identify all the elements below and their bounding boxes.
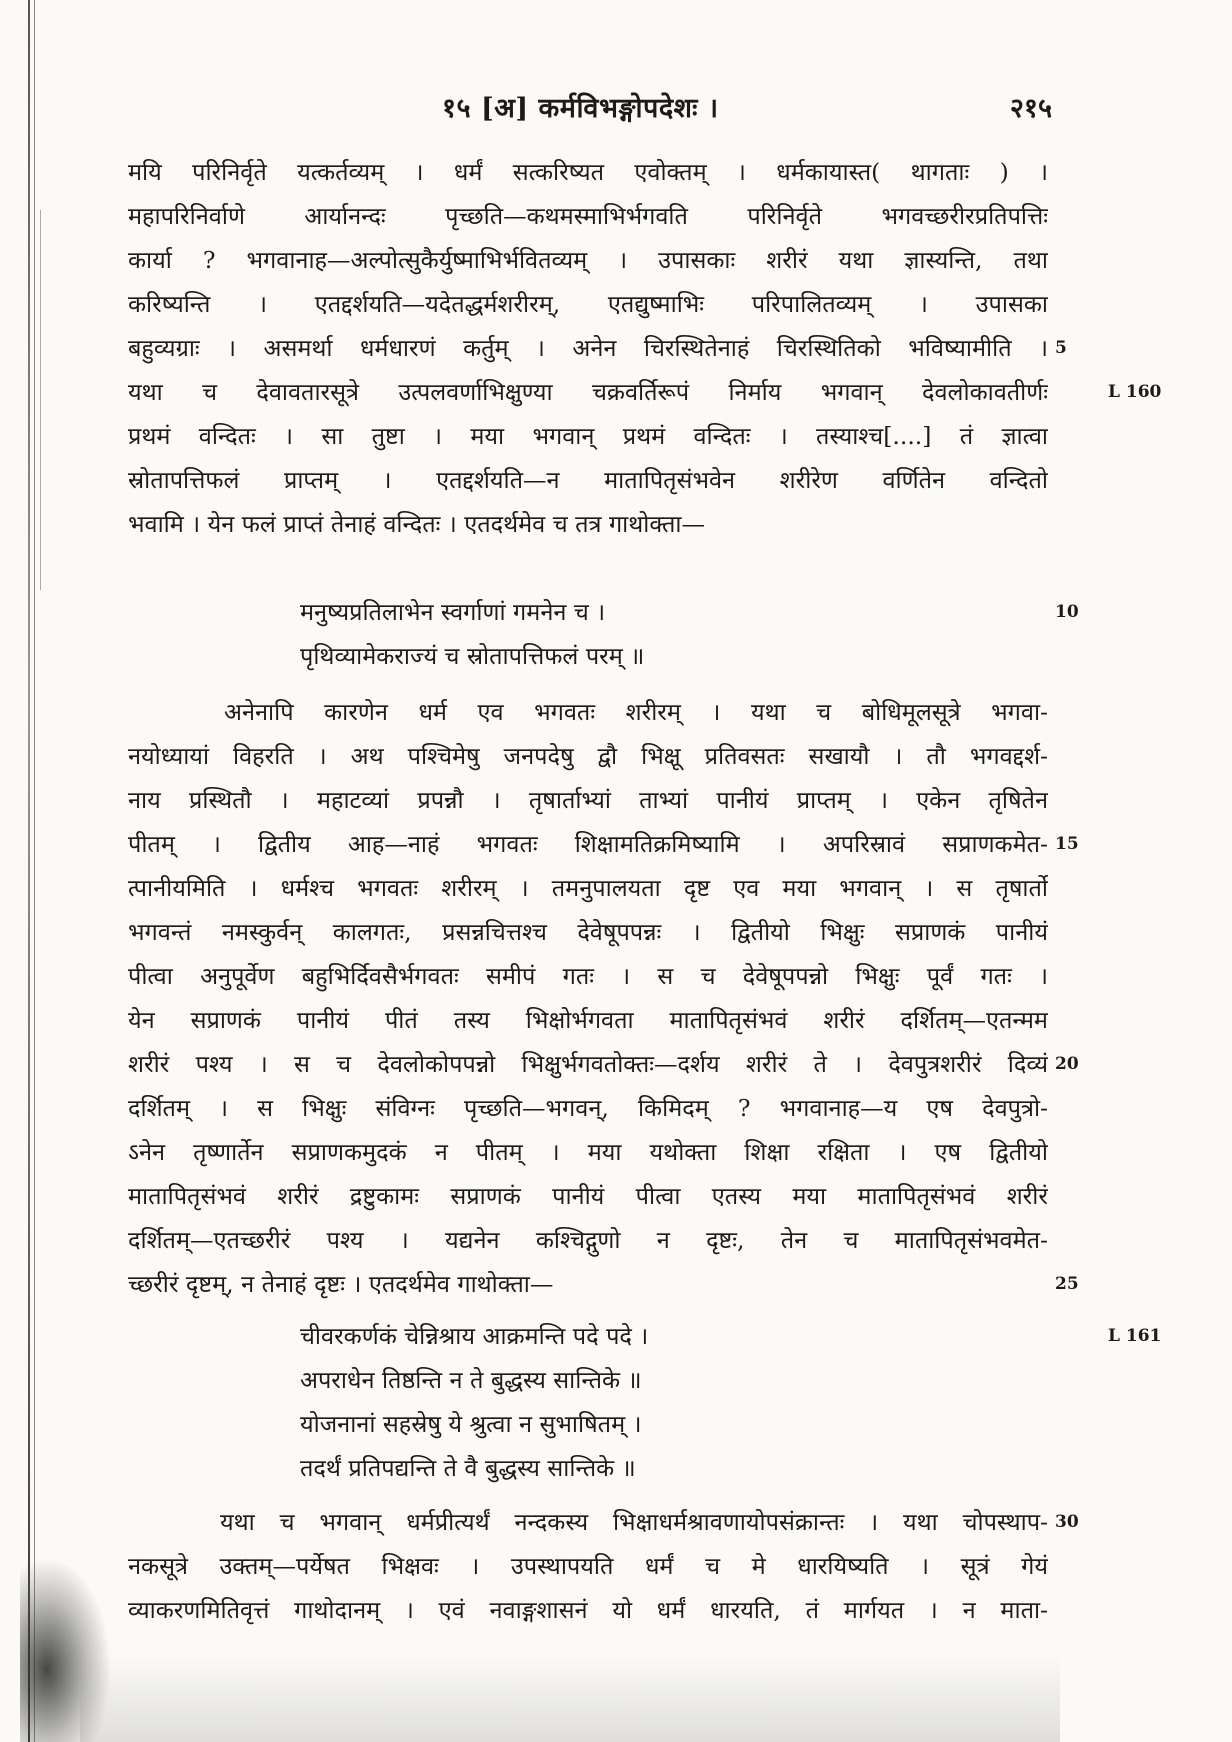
text-line: त्पानीयमिति । धर्मश्च भगवतः शरीरम् । तमनुपालयता दृष्ट एव मया भगवान् । स तृषार्तो [128, 874, 1048, 902]
verse-line: मनुष्यप्रतिलाभेन स्वर्गाणां गमनेन च । [300, 598, 606, 626]
running-title: १५ [अ] कर्मविभङ्गोपदेशः । [442, 93, 719, 124]
verse-line: योजनानां सहस्रेषु ये श्रुत्वा न सुभाषितम् । [300, 1410, 642, 1438]
margin-reference: L 160 [1108, 382, 1162, 402]
scan-binding-edge-inner [34, 0, 35, 1742]
verse-line: अपराधेन तिष्ठन्ति न ते बुद्धस्य सान्तिके ॥ [300, 1366, 642, 1394]
text-line: व्याकरणमितिवृत्तं गाथोदानम् । एवं नवाङ्गशासनं यो धर्मं धारयति, तं मार्गयत । न माता- [128, 1596, 1048, 1624]
line-number: 15 [1055, 834, 1079, 854]
text-line: नयोध्यायां विहरति । अथ पश्चिमेषु जनपदेषु द्वौ भिक्षू प्रतिवसतः सखायौ । तौ भगवद्दर्श- [128, 742, 1048, 770]
scan-binding-edge [28, 0, 30, 1742]
text-line: ऽनेन तृष्णार्तेन सप्राणकमुदकं न पीतम् । मया यथोक्ता शिक्षा रक्षिता । एष द्वितीयो [128, 1138, 1048, 1166]
text-line: करिष्यन्ति । एतद्दर्शयति—यदेतद्धर्मशरीरम्, एतद्युष्माभिः परिपालितव्यम् । उपासका [128, 290, 1048, 318]
text-line: भगवन्तं नमस्कुर्वन् कालगतः, प्रसन्नचित्तश्च देवेषूपपन्नः । द्वितीयो भिक्षुः सप्राणकं पानीयं [128, 918, 1048, 946]
text-line: कार्या ? भगवानाह—अल्पोत्सुकैर्युष्माभिर्भवितव्यम् । उपासकाः शरीरं यथा ज्ञास्यन्ति, तथा [128, 246, 1048, 274]
line-number: 30 [1055, 1512, 1079, 1532]
text-line: मातापितृसंभवं शरीरं द्रष्टुकामः सप्राणकं पानीयं पीत्वा एतस्य मया मातापितृसंभवं शरीरं [128, 1182, 1048, 1210]
margin-reference: L 161 [1108, 1326, 1162, 1346]
text-line: प्रथमं वन्दितः । सा तुष्टा । मया भगवान् प्रथमं वन्दितः । तस्याश्च[....] तं ज्ञात्वा [128, 422, 1048, 450]
text-line: यथा च भगवान् धर्मप्रीत्यर्थं नन्दकस्य भिक्षाधर्मश्रावणायोपसंक्रान्तः । यथा चोपस्थाप- [220, 1508, 1048, 1536]
line-number: 5 [1055, 338, 1067, 358]
page-header [120, 88, 1060, 128]
scan-binding-edge-mark [40, 210, 41, 590]
text-line: मयि परिनिर्वृते यत्कर्तव्यम् । धर्मं सत्करिष्यत एवोक्तम् । धर्मकायास्त( थागताः ) । [128, 158, 1048, 186]
verse-line: चीवरकर्णकं चेन्निश्राय आक्रमन्ति पदे पदे । [300, 1322, 649, 1350]
line-number: 25 [1055, 1274, 1079, 1294]
line-number: 20 [1055, 1054, 1079, 1074]
text-line: बहुव्यग्राः । असमर्था धर्मधारणं कर्तुम् । अनेन चिरस्थितेनाहं चिरस्थितिको भविष्यामीति । [128, 334, 1048, 362]
line-number: 10 [1055, 602, 1079, 622]
text-line: महापरिनिर्वाणे आर्यानन्दः पृच्छति—कथमस्माभिर्भगवति परिनिर्वृते भगवच्छरीरप्रतिपत्तिः [128, 202, 1048, 230]
text-line: अनेनापि कारणेन धर्म एव भगवतः शरीरम् । यथा च बोधिमूलसूत्रे भगवा- [224, 698, 1048, 726]
text-line: स्रोतापत्तिफलं प्राप्तम् । एतद्दर्शयति—न मातापितृसंभवेन शरीरेण वर्णितेन वन्दितो [128, 466, 1048, 494]
text-line: नाय प्रस्थितौ । महाटव्यां प्रपन्नौ । तृषार्ताभ्यां ताभ्यां पानीयं प्राप्तम् । एकेन तृषितेन [128, 786, 1048, 814]
text-line: यथा च देवावतारसूत्रे उत्पलवर्णाभिक्षुण्या चक्रवर्तिरूपं निर्माय भगवान् देवलोकावतीर्णः [128, 378, 1048, 406]
text-line: नकसूत्रे उक्तम्—पर्येषत भिक्षवः । उपस्थापयति धर्मं च मे धारयिष्यति । सूत्रं गेयं [128, 1552, 1048, 1580]
text-line: येन सप्राणकं पानीयं पीतं तस्य भिक्षोर्भगवता मातापितृसंभवं शरीरं दर्शितम्—एतन्मम [128, 1006, 1048, 1034]
text-line: दर्शितम्—एतच्छरीरं पश्य । यद्यनेन कश्चिद्गुणो न दृष्टः, तेन च मातापितृसंभवमेत- [128, 1226, 1048, 1254]
text-line: पीतम् । द्वितीय आह—नाहं भगवतः शिक्षामतिक्रमिष्यामि । अपरिस्रावं सप्राणकमेत- [128, 830, 1048, 858]
text-line: च्छरीरं दृष्टम्, न तेनाहं दृष्टः । एतदर्थमेव गाथोक्ता— [128, 1270, 554, 1298]
text-line: शरीरं पश्य । स च देवलोकोपपन्नो भिक्षुर्भगवतोक्तः—दर्शय शरीरं ते । देवपुत्रशरीरं दिव्यं [128, 1050, 1048, 1078]
text-line: पीत्वा अनुपूर्वेण बहुभिर्दिवसैर्भगवतः समीपं गतः । स च देवेषूपपन्नो भिक्षुः पूर्वं गतः । [128, 962, 1048, 990]
text-line: भवामि । येन फलं प्राप्तं तेनाहं वन्दितः । एतदर्थमेव च तत्र गाथोक्ता— [128, 510, 705, 538]
verse-line: पृथिव्यामेकराज्यं च स्रोतापत्तिफलं परम् ॥ [300, 642, 645, 670]
verse-line: तदर्थं प्रतिपद्यन्ति ते वै बुद्धस्य सान्तिके ॥ [300, 1454, 636, 1482]
scan-bottom-shadow [80, 1655, 1060, 1742]
page-number: २१५ [1009, 93, 1052, 124]
text-line: दर्शितम् । स भिक्षुः संविग्नः पृच्छति—भगवन्, किमिदम् ? भगवानाह—य एष देवपुत्रो- [128, 1094, 1048, 1122]
